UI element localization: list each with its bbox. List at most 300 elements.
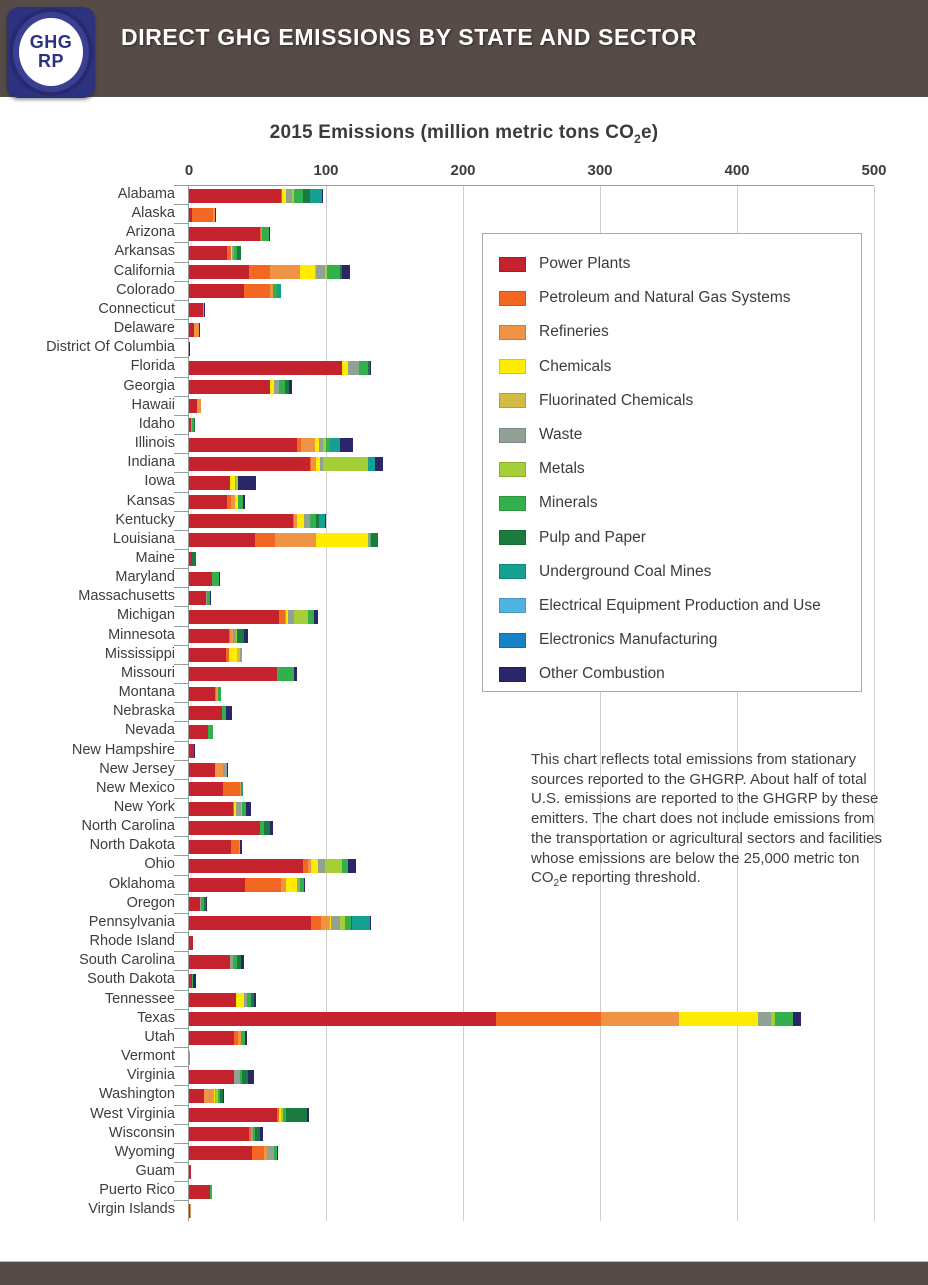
- bar-segment: [297, 514, 304, 528]
- state-row-puerto-rico: [189, 1182, 874, 1201]
- bar-segment: [192, 552, 196, 566]
- state-label-alaska: Alaska: [131, 205, 175, 222]
- logo-text-line1: GHG: [29, 32, 73, 52]
- bar-segment: [758, 1012, 772, 1026]
- legend-swatch: [499, 633, 526, 648]
- stacked-bar: [189, 1051, 190, 1065]
- y-axis-tick: [174, 492, 189, 493]
- state-label-delaware: Delaware: [113, 320, 175, 337]
- stacked-bar: [189, 552, 196, 566]
- state-label-nebraska: Nebraska: [112, 703, 175, 720]
- bar-segment: [189, 993, 236, 1007]
- state-row-nevada: [189, 722, 874, 741]
- bar-segment: [322, 189, 323, 203]
- stacked-bar: [189, 667, 297, 681]
- stacked-bar: [189, 227, 270, 241]
- legend-swatch: [499, 462, 526, 477]
- chart-title: [0, 122, 928, 146]
- y-axis-tick: [174, 664, 189, 665]
- bar-segment: [277, 1146, 278, 1160]
- y-axis-tick: [174, 626, 189, 627]
- legend-item: [499, 418, 861, 452]
- bar-segment: [303, 189, 310, 203]
- bar-segment: [278, 667, 294, 681]
- state-row-guam: [189, 1163, 874, 1182]
- stacked-bar: [189, 1031, 247, 1045]
- stacked-bar: [189, 878, 305, 892]
- state-label-wisconsin: Wisconsin: [108, 1124, 175, 1141]
- bar-segment: [348, 859, 356, 873]
- bar-segment: [496, 1012, 601, 1026]
- stacked-bar: [189, 687, 221, 701]
- bar-segment: [371, 533, 378, 547]
- legend-swatch: [499, 291, 526, 306]
- y-axis-tick: [174, 568, 189, 569]
- state-label-west-virginia: West Virginia: [90, 1105, 175, 1122]
- bar-segment: [359, 361, 369, 375]
- legend-swatch: [499, 325, 526, 340]
- state-label-virginia: Virginia: [126, 1067, 175, 1084]
- state-label-washington: Washington: [98, 1086, 175, 1103]
- legend-item: [499, 452, 861, 486]
- bar-segment: [237, 246, 241, 260]
- stacked-bar: [189, 342, 190, 356]
- bar-segment: [197, 399, 200, 413]
- legend-swatch: [499, 359, 526, 374]
- bar-segment: [311, 916, 321, 930]
- legend-item: [499, 486, 861, 520]
- state-label-new-york: New York: [113, 799, 175, 815]
- state-label-missouri: Missouri: [121, 664, 175, 681]
- stacked-bar: [189, 955, 244, 969]
- y-axis-tick: [174, 779, 189, 780]
- bar-segment: [310, 189, 322, 203]
- legend-swatch: [499, 393, 526, 408]
- legend-item: [499, 555, 861, 589]
- stacked-bar: [189, 648, 242, 662]
- bar-segment: [352, 916, 370, 930]
- state-label-colorado: Colorado: [116, 281, 175, 298]
- bar-segment: [227, 763, 228, 777]
- bar-segment: [342, 265, 350, 279]
- legend-swatch: [499, 667, 526, 682]
- stacked-bar: [189, 495, 245, 509]
- bar-segment: [294, 189, 302, 203]
- legend-label: Fluorinated Chemicals: [539, 391, 694, 409]
- bar-segment: [241, 955, 244, 969]
- bar-segment: [194, 744, 195, 758]
- y-axis-tick: [174, 855, 189, 856]
- bar-segment: [370, 916, 371, 930]
- bar-segment: [243, 495, 245, 509]
- bar-segment: [189, 706, 222, 720]
- y-axis-tick: [174, 741, 189, 742]
- bar-segment: [269, 227, 270, 241]
- stacked-bar: [189, 1185, 212, 1199]
- state-label-connecticut: Connecticut: [98, 300, 175, 317]
- bar-segment: [210, 1185, 212, 1199]
- stacked-bar: [189, 303, 205, 317]
- stacked-bar: [189, 1204, 191, 1218]
- stacked-bar: [189, 802, 251, 816]
- y-axis-tick: [174, 357, 189, 358]
- y-axis-tick: [174, 587, 189, 588]
- y-axis-tick: [174, 453, 189, 454]
- y-axis-tick: [174, 1200, 189, 1201]
- bar-segment: [189, 648, 226, 662]
- bar-segment: [189, 457, 310, 471]
- bar-segment: [189, 495, 227, 509]
- stacked-bar: [189, 476, 256, 490]
- bar-segment: [189, 227, 260, 241]
- state-label-kansas: Kansas: [126, 492, 175, 509]
- bar-segment: [193, 974, 196, 988]
- bar-segment: [330, 438, 340, 452]
- bar-segment: [294, 610, 308, 624]
- y-axis-tick: [174, 549, 189, 550]
- stacked-bar: [189, 993, 256, 1007]
- legend-item: [499, 521, 861, 555]
- state-row-pennsylvania: [189, 914, 874, 933]
- page-title: DIRECT GHG EMISSIONS BY STATE AND SECTOR: [121, 24, 698, 50]
- y-axis-tick: [174, 990, 189, 991]
- bar-segment: [255, 533, 276, 547]
- bar-segment: [325, 514, 326, 528]
- stacked-bar: [189, 1089, 223, 1103]
- bar-segment: [316, 533, 368, 547]
- state-label-south-dakota: South Dakota: [87, 971, 175, 988]
- bar-segment: [237, 629, 244, 643]
- state-row-vermont: [189, 1048, 874, 1067]
- bar-segment: [300, 265, 315, 279]
- y-axis-tick: [174, 319, 189, 320]
- stacked-bar: [189, 514, 326, 528]
- state-label-arizona: Arizona: [125, 224, 175, 241]
- bar-segment: [189, 859, 303, 873]
- state-label-virgin-islands: Virgin Islands: [88, 1201, 175, 1218]
- bar-segment: [236, 993, 244, 1007]
- y-axis-tick: [174, 377, 189, 378]
- state-label-alabama: Alabama: [117, 186, 175, 202]
- bar-segment: [270, 821, 273, 835]
- bar-segment: [189, 1185, 210, 1199]
- bar-segment: [286, 878, 297, 892]
- x-tick-label-0: 0: [184, 162, 194, 179]
- state-row-washington: [189, 1086, 874, 1105]
- y-axis-tick: [174, 721, 189, 722]
- state-label-minnesota: Minnesota: [108, 626, 175, 643]
- bar-segment: [240, 648, 243, 662]
- stacked-bar: [189, 936, 193, 950]
- stacked-bar: [189, 457, 383, 471]
- bar-segment: [199, 323, 200, 337]
- state-label-florida: Florida: [130, 358, 175, 375]
- bar-segment: [189, 284, 244, 298]
- bar-segment: [189, 533, 255, 547]
- bar-segment: [246, 802, 250, 816]
- x-tick-label-500: 500: [861, 162, 887, 179]
- legend-box: [482, 233, 862, 692]
- stacked-bar: [189, 706, 232, 720]
- legend-items: [499, 247, 861, 691]
- stacked-bar: [189, 840, 242, 854]
- state-row-south-dakota: [189, 971, 874, 990]
- state-label-north-dakota: North Dakota: [89, 837, 175, 854]
- x-tick-label-300: 300: [587, 162, 613, 179]
- bar-segment: [323, 457, 368, 471]
- bar-segment: [208, 725, 213, 739]
- stacked-bar: [189, 897, 207, 911]
- stacked-bar: [189, 533, 378, 547]
- stacked-bar: [189, 1070, 254, 1084]
- bar-segment: [314, 610, 318, 624]
- bar-segment: [289, 380, 292, 394]
- state-label-utah: Utah: [144, 1028, 175, 1045]
- bar-segment: [270, 265, 300, 279]
- legend-label: Minerals: [539, 494, 598, 512]
- y-axis-tick: [174, 702, 189, 703]
- footnote-subscript: 2: [553, 878, 560, 890]
- bar-segment: [267, 1146, 274, 1160]
- state-label-new-jersey: New Jersey: [99, 760, 175, 777]
- bar-segment: [189, 782, 223, 796]
- bar-segment: [189, 1051, 190, 1065]
- legend-item: [499, 315, 861, 349]
- bar-segment: [189, 361, 342, 375]
- legend-item: [499, 657, 861, 691]
- state-label-vermont: Vermont: [121, 1048, 175, 1065]
- bar-segment: [375, 457, 383, 471]
- y-axis-tick: [174, 760, 189, 761]
- bar-segment: [348, 361, 359, 375]
- stacked-bar: [189, 1165, 191, 1179]
- y-axis-tick: [174, 817, 189, 818]
- state-row-west-virginia: [189, 1106, 874, 1125]
- stacked-bar: [189, 399, 201, 413]
- stacked-bar: [189, 380, 292, 394]
- bar-segment: [601, 1012, 679, 1026]
- bar-segment: [189, 189, 281, 203]
- state-label-wyoming: Wyoming: [114, 1143, 175, 1160]
- bar-segment: [245, 1031, 247, 1045]
- bar-segment: [189, 821, 260, 835]
- stacked-bar: [189, 323, 200, 337]
- bar-segment: [189, 916, 311, 930]
- footnote-text: [531, 750, 883, 894]
- bar-segment: [793, 1012, 801, 1026]
- bar-segment: [241, 782, 243, 796]
- x-tick-label-200: 200: [450, 162, 476, 179]
- y-axis-tick: [174, 970, 189, 971]
- stacked-bar: [189, 629, 248, 643]
- state-label-hawaii: Hawaii: [131, 396, 175, 413]
- state-label-iowa: Iowa: [144, 473, 175, 490]
- chart-title-suffix: e): [641, 122, 659, 143]
- bar-segment: [244, 629, 248, 643]
- state-label-new-mexico: New Mexico: [96, 779, 175, 796]
- y-axis-tick: [174, 683, 189, 684]
- y-axis-tick: [174, 1162, 189, 1163]
- stacked-bar: [189, 1012, 801, 1026]
- stacked-bar: [189, 821, 273, 835]
- bar-segment: [204, 303, 205, 317]
- bar-segment: [325, 859, 343, 873]
- y-axis-tick: [174, 281, 189, 282]
- stacked-bar: [189, 189, 323, 203]
- state-row-wyoming: [189, 1144, 874, 1163]
- bar-segment: [218, 687, 221, 701]
- stacked-bar: [189, 1127, 263, 1141]
- legend-swatch: [499, 598, 526, 613]
- bar-segment: [238, 476, 256, 490]
- ghgrp-logo-circle: [19, 18, 83, 86]
- bar-segment: [189, 438, 297, 452]
- bar-segment: [301, 438, 315, 452]
- y-axis-tick: [174, 204, 189, 205]
- bar-segment: [252, 1146, 264, 1160]
- bar-segment: [226, 706, 232, 720]
- y-axis-tick: [174, 262, 189, 263]
- bar-segment: [277, 284, 280, 298]
- bar-segment: [190, 1204, 191, 1218]
- legend-label: Pulp and Paper: [539, 528, 646, 546]
- legend-label: Power Plants: [539, 255, 631, 273]
- y-axis-tick: [174, 1085, 189, 1086]
- bar-segment: [215, 208, 216, 222]
- state-row-oregon: [189, 895, 874, 914]
- state-row-virgin-islands: [189, 1201, 874, 1220]
- y-axis-tick: [174, 530, 189, 531]
- stacked-bar: [189, 418, 195, 432]
- state-label-arkansas: Arkansas: [114, 243, 175, 260]
- legend-swatch: [499, 257, 526, 272]
- y-axis-tick: [174, 875, 189, 876]
- bar-segment: [189, 246, 227, 260]
- stacked-bar: [189, 438, 353, 452]
- stacked-bar: [189, 208, 216, 222]
- state-label-tennessee: Tennessee: [104, 990, 175, 1007]
- bar-segment: [248, 1070, 254, 1084]
- stacked-bar: [189, 859, 356, 873]
- bar-segment: [370, 361, 371, 375]
- bar-segment: [304, 878, 305, 892]
- footer-bar: [0, 1262, 928, 1285]
- bar-segment: [189, 878, 245, 892]
- y-axis-tick: [174, 415, 189, 416]
- state-row-rhode-island: [189, 933, 874, 952]
- bar-segment: [318, 859, 325, 873]
- state-label-ohio: Ohio: [144, 856, 175, 873]
- legend-label: Metals: [539, 460, 585, 478]
- state-label-kentucky: Kentucky: [115, 511, 175, 528]
- bar-segment: [275, 533, 316, 547]
- y-axis-tick: [174, 434, 189, 435]
- state-label-oregon: Oregon: [126, 894, 175, 911]
- y-axis-tick: [174, 1181, 189, 1182]
- bar-segment: [219, 572, 220, 586]
- bar-segment: [244, 284, 270, 298]
- bar-segment: [189, 687, 215, 701]
- y-axis-tick: [174, 511, 189, 512]
- state-label-pennsylvania: Pennsylvania: [88, 913, 175, 930]
- y-axis-tick: [174, 1047, 189, 1048]
- bar-segment: [212, 572, 219, 586]
- bar-segment: [189, 955, 230, 969]
- stacked-bar: [189, 265, 350, 279]
- bar-segment: [245, 878, 281, 892]
- legend-item: [499, 247, 861, 281]
- bar-segment: [189, 591, 206, 605]
- state-label-south-carolina: South Carolina: [79, 952, 175, 969]
- bar-segment: [189, 629, 229, 643]
- state-label-district-of-columbia: District Of Columbia: [46, 339, 175, 356]
- legend-item: [499, 623, 861, 657]
- stacked-bar: [189, 916, 371, 930]
- legend-item: [499, 589, 861, 623]
- legend-swatch: [499, 496, 526, 511]
- bar-segment: [189, 1146, 252, 1160]
- bar-segment: [189, 265, 249, 279]
- bar-segment: [249, 265, 270, 279]
- legend-label: Underground Coal Mines: [539, 562, 712, 580]
- bar-segment: [189, 802, 233, 816]
- bar-segment: [240, 840, 241, 854]
- state-label-texas: Texas: [137, 1009, 175, 1026]
- header-bar: [0, 0, 928, 97]
- stacked-bar: [189, 725, 213, 739]
- stacked-bar: [189, 1108, 309, 1122]
- state-label-mississippi: Mississippi: [104, 645, 175, 662]
- stacked-bar: [189, 284, 281, 298]
- legend-label: Electronics Manufacturing: [539, 631, 718, 649]
- footnote-body: This chart reflects total emissions from stationary sources reported to the GHGRP. About half of total U.S. emissions are reported to the GHGRP by these emitters. The chart does not include emissions from the transportation or agricultural sectors and facilities whose emissions are below the 25,000 metric ton CO: [531, 751, 883, 887]
- y-axis-tick: [174, 951, 189, 952]
- bar-segment: [260, 1127, 263, 1141]
- y-axis-tick: [174, 242, 189, 243]
- bar-segment: [288, 610, 295, 624]
- legend-label: Other Combustion: [539, 665, 665, 683]
- bar-segment: [189, 610, 279, 624]
- bar-segment: [189, 1089, 204, 1103]
- state-label-montana: Montana: [118, 684, 175, 701]
- state-row-alabama: [189, 186, 874, 205]
- bar-segment: [231, 840, 239, 854]
- state-label-georgia: Georgia: [123, 377, 175, 394]
- chart-title-subscript: 2: [634, 131, 642, 146]
- bar-segment: [189, 725, 208, 739]
- y-axis-tick: [174, 1028, 189, 1029]
- bar-segment: [368, 457, 375, 471]
- y-axis-tick: [174, 606, 189, 607]
- legend-item: [499, 281, 861, 315]
- bar-segment: [189, 1012, 496, 1026]
- legend-label: Refineries: [539, 323, 609, 341]
- stacked-bar: [189, 1146, 277, 1160]
- bar-segment: [189, 303, 203, 317]
- state-row-wisconsin: [189, 1125, 874, 1144]
- legend-label: Electrical Equipment Production and Use: [539, 596, 821, 614]
- bar-segment: [189, 380, 270, 394]
- bar-segment: [327, 265, 341, 279]
- bar-segment: [331, 916, 339, 930]
- bar-segment: [340, 438, 354, 452]
- state-label-rhode-island: Rhode Island: [89, 933, 175, 950]
- y-axis-tick: [174, 1143, 189, 1144]
- bar-segment: [775, 1012, 793, 1026]
- bar-segment: [229, 648, 237, 662]
- stacked-bar: [189, 591, 211, 605]
- bar-segment: [189, 667, 277, 681]
